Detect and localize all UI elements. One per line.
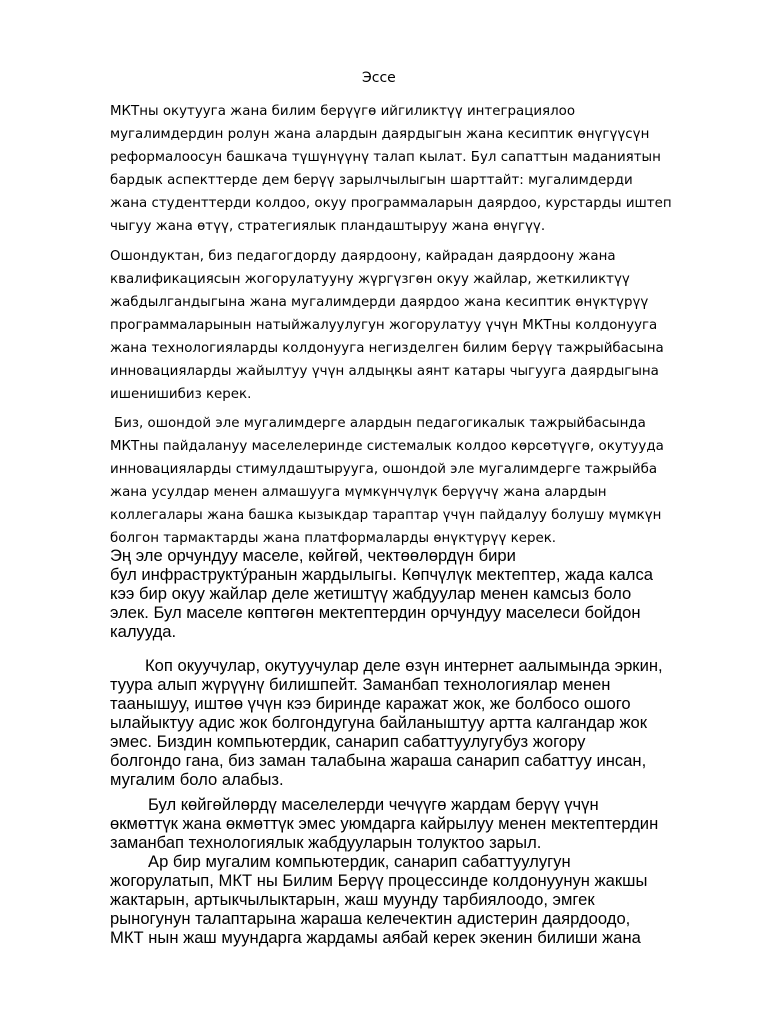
text-line: Коп окуучулар, окутуучулар деле өзүн интернет аалымында эркин, [145, 656, 663, 675]
paragraph-3 [110, 412, 720, 550]
text-line: жактарын, артыкчылыктарын, жаш муунду тарбиялоодо, эмгек [110, 890, 595, 909]
paragraph-2 [110, 245, 720, 406]
text-line: элек. Бул маселе көптөгөн мектептердин орчундуу маселеси бойдон [110, 603, 641, 622]
text-line: болгон тармактарды жана платформаларды өнүктүрүү керек. [110, 531, 557, 546]
text-line: МКТны окутууга жана билим берүүгө ийгиликтүү интеграциялоо [110, 104, 576, 119]
text-line: Ошондуктан, биз педагогдорду даярдоону, кайрадан даярдоону жана [110, 249, 616, 264]
paragraph-4 [110, 546, 730, 641]
text-line: калууда. [110, 622, 177, 641]
text-line: Бул көйгөйлөрдү маселелерди чечүүгө жардам берүү үчүн [148, 795, 599, 814]
text-line: рыногунун талаптарына жараша келечектин адистерин даярдоодо, [110, 909, 631, 928]
text-line: чыгуу жана өтүү, стратегиялык пландаштыруу жана өнүгүү. [110, 219, 546, 234]
paragraph-6 [110, 795, 730, 852]
text-line: ылайыктуу адис жок болгондугуна байланыштуу артта калгандар жок [110, 713, 648, 732]
text-line: МКТны пайдалануу маселелеринде системалык колдоо көрсөтүүгө, окутууда [110, 439, 664, 454]
paragraph-7 [110, 852, 730, 947]
text-line: программаларынын натыйжалуулугун жогорулатуу үчүн МКТны колдонууга [110, 318, 658, 333]
text-line: квалификациясын жогорулатууну жүргүзгөн окуу жайлар, жеткиликтүү [110, 272, 630, 287]
text-line: жана технологияларды колдонууга негизделген билим берүү тажрыйбасына [110, 341, 664, 356]
text-line: Ар бир мугалим компьютердик, санарип сабаттуулугун [148, 852, 571, 871]
text-line: өкмөттүк жана өкмөттүк эмес уюмдарга кайрылуу менен мектептердин [110, 814, 659, 833]
paragraph-1 [110, 100, 720, 238]
text-line: инновацияларды стимулдаштырууга, ошондой эле мугалимдерге тажрыйба [110, 462, 658, 477]
text-line: эмес. Биздин компьютердик, санарип сабаттуулугубуз жогору [110, 732, 586, 751]
text-line: Эң эле орчундуу маселе, көйгөй, чектөөлөрдүн бири [110, 546, 516, 565]
text-line: жана студенттерди колдоо, окуу программаларын даярдоо, курстарды иштеп [110, 196, 672, 211]
text-line: мугалимдердин ролун жана алардын даярдыгын жана кесиптик өнүгүүсүн [110, 127, 650, 142]
paragraph-5 [110, 656, 730, 789]
text-line: мугалим боло алабыз. [110, 770, 284, 789]
text-line: жана усулдар менен алмашууга мүмкүнчүлүк берүүчү жана алардын [110, 485, 607, 500]
text-line: коллегалары жана башка кызыкдар тараптар үчүн пайдалуу болушу мүмкүн [110, 508, 662, 523]
text-line: бул инфраструкту́ранын жардылыгы. Көпчүлүк мектептер, жада калса [110, 565, 653, 584]
essay-title: Эссе [362, 70, 396, 86]
text-line: Биз, ошондой эле мугалимдерге алардын педагогикалык тажрыйбасында [114, 416, 646, 431]
text-line: реформалоосун башкача түшүнүүнү талап кылат. Бул сапаттын маданиятын [110, 150, 661, 165]
text-line: ишенишибиз керек. [110, 387, 252, 402]
text-line: жогорулатып, МКТ ны Билим Берүү процессинде колдонуунун жакшы [110, 871, 648, 890]
text-line: кээ бир окуу жайлар деле жетиштүү жабдуулар менен камсыз боло [110, 584, 632, 603]
text-line: болгондо гана, биз заман талабына жараша санарип сабаттуу инсан, [110, 751, 647, 770]
text-line: таанышуу, иштөө үчүн кээ биринде каражат жок, же болбосо ошого [110, 694, 631, 713]
text-line: туура алып жүрүүнү билишпейт. Заманбап технологиялар менен [110, 675, 611, 694]
text-line: жабдылгандыгына жана мугалимдерди даярдоо жана кесиптик өнүктүрүү [110, 295, 649, 310]
text-line: инновацияларды жайылтуу үчүн алдыңкы аянт катары чыгууга даярдыгына [110, 364, 659, 379]
text-line: заманбап технологиялык жабдууларын толуктоо зарыл. [110, 833, 542, 852]
text-line: бардык аспекттерде дем берүү зарылчылыгын шарттайт: мугалимдерди [110, 173, 633, 188]
text-line: МКТ нын жаш муундарга жардамы аябай керек экенин билиши жана [110, 928, 641, 947]
